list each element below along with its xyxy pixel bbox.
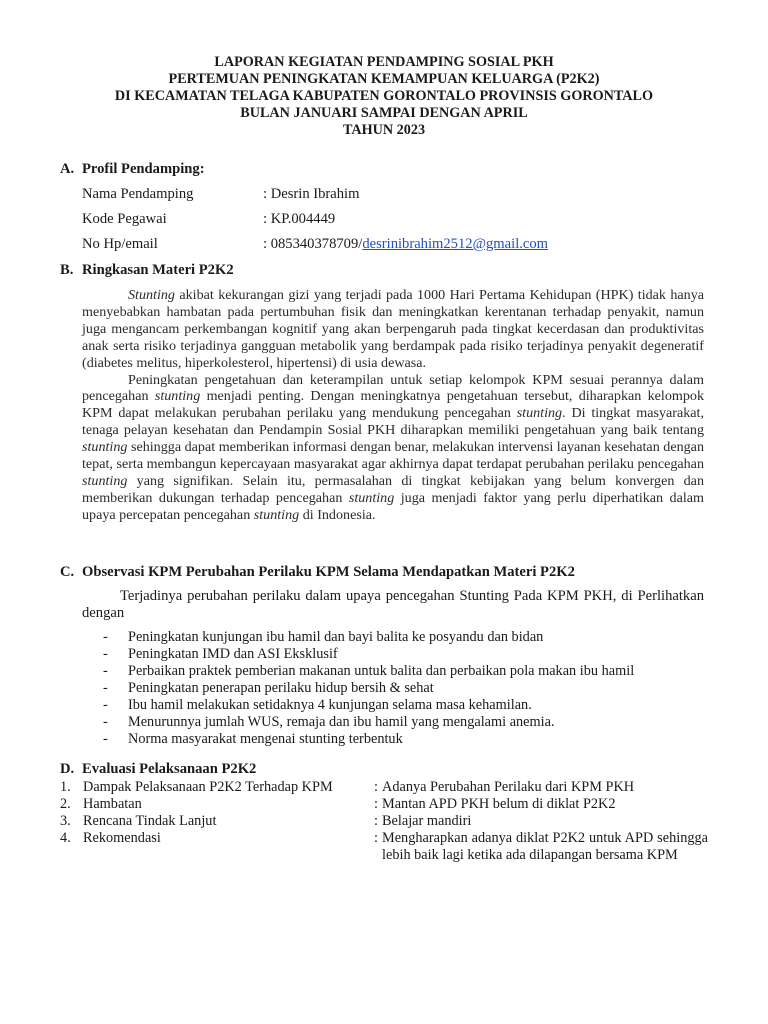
bullet-dash: -: [103, 679, 108, 696]
list-item: - Peningkatan kunjungan ibu hamil dan bayi balita ke posyandu dan bidan: [103, 629, 544, 645]
italic-term: stunting: [516, 405, 563, 422]
italic-term: stunting: [82, 472, 128, 489]
email-link[interactable]: desrinibrahim2512@gmail.com: [362, 236, 549, 252]
profile-label: Nama Pendamping: [82, 186, 194, 202]
italic-term: stunting: [348, 489, 395, 506]
evaluation-row: 2. Hambatan : Mantan APD PKH belum di diklat P2K2: [60, 795, 616, 812]
profile-label: Kode Pegawai: [82, 211, 167, 227]
italic-term: stunting: [154, 388, 201, 405]
section-letter: D.: [60, 761, 75, 777]
italic-term: stunting: [82, 439, 128, 456]
phone-number: : 085340378709/: [263, 236, 363, 252]
section-letter: A.: [60, 161, 75, 177]
italic-term: Stunting: [128, 287, 175, 303]
list-item: - Ibu hamil melakukan setidaknya 4 kunjungan selama masa kehamilan.: [103, 696, 532, 713]
bullet-dash: -: [103, 696, 108, 713]
evaluation-row: 3. Rencana Tindak Lanjut : Belajar mandiri: [60, 812, 472, 829]
bullet-dash: -: [103, 713, 108, 730]
list-item: - Peningkatan penerapan perilaku hidup bersih & sehat: [103, 679, 434, 696]
evaluation-row: 1. Dampak Pelaksanaan P2K2 Terhadap KPM : Adanya Perubahan Perilaku dari KPM PKH: [60, 779, 635, 795]
list-item: - Perbaikan praktek pemberian makanan untuk balita dan perbaikan pola makan ibu hamil: [103, 662, 635, 679]
section-d-heading: [60, 761, 256, 778]
bullet-dash: -: [103, 645, 108, 662]
bullet-dash: -: [103, 662, 108, 679]
section-title: Observasi KPM Perubahan Perilaku KPM Selama Mendapatkan Materi P2K2: [82, 564, 575, 580]
list-item: - Peningkatan IMD dan ASI Eksklusif: [103, 645, 338, 662]
section-b-heading: [60, 262, 234, 279]
profile-row-name: [82, 186, 360, 203]
evaluation-row: 4. Rekomendasi : Mengharapkan adanya diklat P2K2 untuk APD sehingga lebih baik lagi ketika ada dilapangan bersama KPM: [60, 829, 708, 863]
profile-value: [263, 236, 548, 253]
summary-body: [82, 287, 704, 524]
profile-value: : KP.004449: [263, 211, 336, 227]
profile-value: : Desrin Ibrahim: [263, 186, 360, 202]
bullet-dash: -: [103, 730, 108, 747]
section-c-heading: [60, 564, 575, 581]
section-title: Profil Pendamping:: [82, 161, 205, 177]
summary-paragraph-2: Peningkatan pengetahuan dan keterampilan untuk setiap kelompok KPM sesuai perannya dalam pencegahan stunting menjadi penting. Dengan meningkatnya pengetahuan tersebut, diharapkan kelompok KPM dapat melakukan perubahan perilaku yang mendukung pencegahan stunting. Di tingkat masyarakat, tenaga pelayan kesehatan dan Pendampin Sosial PKH diharapkan memiliki pengetahuan yang baik tentang stunting sehingga dapat memberikan informasi dengan benar, melakukan intervensi layanan kesehatan dengan tepat, serta membangun kepercayaan masyarakat agar akhirnya dapat terdapat perubahan perilaku pencegahan stunting yang signifikan. Selain itu, permasalahan di tingkat kebijakan yang belum konvergen dan memberikan dukungan terhadap pencegahan stunting juga menjadi faktor yang perlu diperhatikan dalam upaya percepatan pencegahan stunting di Indonesia.: [82, 371, 705, 523]
profile-label: No Hp/email: [82, 236, 158, 252]
list-item: - Norma masyarakat mengenai stunting terbentuk: [103, 730, 403, 747]
profile-row-contact: [82, 236, 549, 253]
title-line: DI KECAMATAN TELAGA KABUPATEN GORONTALO PROVINSIS GORONTALO: [114, 88, 654, 104]
title-line: TAHUN 2023: [342, 122, 426, 138]
list-item: - Menurunnya jumlah WUS, remaja dan ibu hamil yang mengalami anemia.: [103, 713, 555, 730]
profile-row-code: [82, 211, 336, 228]
section-title: Evaluasi Pelaksanaan P2K2: [82, 761, 257, 777]
evaluation-list: [60, 779, 708, 864]
observation-intro: Terjadinya perubahan perilaku dalam upaya pencegahan Stunting Pada KPM PKH, di Perlihatkan dengan: [82, 588, 704, 621]
summary-paragraph-1: Stunting akibat kekurangan gizi yang terjadi pada 1000 Hari Pertama Kehidupan (HPK) tidak hanya menyebabkan hambatan pada pertumbuhan fisik dan meningkatkan kerentanan terhadap penyakit, namun juga mengancam perkembangan kognitif yang akan berpengaruh pada tingkat kecerdasan dan produktivitas anak serta risiko terjadinya gangguan metabolik yang berdampak pada risiko terjadinya penyakit degeneratif (diabetes melitus, hiperkolesterol, hipertensi) di usia dewasa.: [82, 287, 704, 371]
observation-list: [98, 629, 634, 748]
bullet-dash: -: [103, 629, 108, 645]
title-line: BULAN JANUARI SAMPAI DENGAN APRIL: [240, 105, 528, 121]
section-letter: C.: [60, 564, 75, 580]
title-line: PERTEMUAN PENINGKATAN KEMAMPUAN KELUARGA (P2K2): [168, 71, 600, 87]
section-letter: B.: [60, 262, 74, 278]
report-title: [60, 54, 708, 139]
section-a-heading: [60, 161, 205, 178]
section-title: Ringkasan Materi P2K2: [82, 262, 234, 278]
title-line: LAPORAN KEGIATAN PENDAMPING SOSIAL PKH: [214, 54, 554, 70]
italic-term: stunting: [253, 506, 300, 523]
